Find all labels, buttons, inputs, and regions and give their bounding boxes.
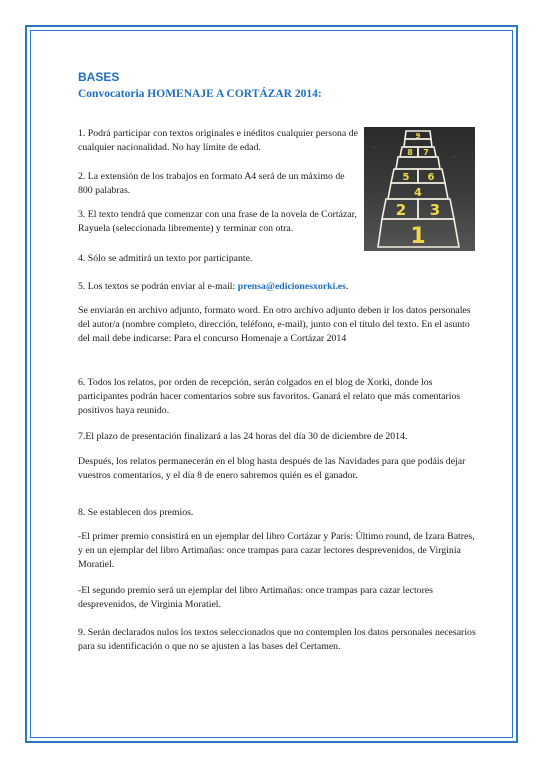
rule-7-details: Después, los relatos permanecerán en el blog hasta después de las Navidades para que podáis dejar vuestros comentarios, y el día 8 de enero sabremos quién es el ganador. — [78, 456, 466, 481]
page-title: BASES — [78, 70, 120, 84]
rule-5 — [78, 280, 478, 294]
rule-9: 9. Serán declarados nulos los textos seleccionados que no contemplen los datos personales necesarios para su identificación o que no se ajusten a las bases del Certamen. — [78, 627, 476, 652]
rule-2: 2. La extensión de los trabajos en formato A4 será de un máximo de 800 palabras. — [78, 171, 345, 196]
contest-title: Convocatoria HOMENAJE A CORTÁZAR 2014: — [78, 88, 322, 100]
svg-text:4: 4 — [414, 186, 422, 199]
svg-text:3: 3 — [429, 201, 441, 219]
rule-7: 7.El plazo de presentación finalizará a las 24 horas del día 30 de diciembre de 2014. — [78, 431, 408, 442]
hopscotch-photo-icon — [364, 127, 475, 251]
rule-5-period: . — [345, 281, 349, 292]
svg-text:9: 9 — [415, 132, 421, 140]
rule-4: 4. Sólo se admitirá un texto por participante. — [78, 253, 253, 264]
svg-text:7: 7 — [423, 148, 429, 157]
svg-text:1: 1 — [410, 224, 426, 249]
svg-text:8: 8 — [407, 148, 413, 157]
rule-8: 8. Se establecen dos premios. — [78, 507, 194, 518]
rule-5-details: Se enviarán en archivo adjunto, formato word. En otro archivo adjunto deben ir los datos personales del autor/a (nombre completo, dirección, teléfono, e-mail), junto con el título del texto. En el asunto del mail debe indicarse: Para el concurso Homenaje a Cortázar 2014 — [78, 305, 471, 344]
prize-first: -El primer premio consistirá en un ejemplar del libro Cortázar y París: Último round, de Izara Batres, y en un ejemplar del libro Artimañas: once trampas para cazar lectores desprevenidos, de Virginia Moratiel. — [78, 531, 475, 570]
prize-second: -El segundo premio será un ejemplar del libro Artimañas: once trampas para cazar lectores desprevenidos, de Virginia Moratiel. — [78, 585, 433, 610]
rule-5-text: 5. Los textos se podrán enviar al e-mail: — [78, 281, 238, 292]
svg-text:6: 6 — [427, 172, 435, 183]
svg-text:5: 5 — [402, 172, 410, 183]
rule-3: 3. El texto tendrá que comenzar con una frase de la novela de Cortázar, Rayuela (seleccionada libremente) y terminar con otra. — [78, 209, 357, 234]
email-link[interactable]: prensa@edicionesxorki.es — [237, 281, 346, 292]
rule-6: 6. Todos los relatos, por orden de recepción, serán colgados en el blog de Xorki, donde los participantes podrán hacer comentarios sobre sus favoritos. Ganará el relato que más comentarios positivos haya reunido. — [78, 377, 461, 416]
svg-text:2: 2 — [395, 201, 407, 219]
rule-1: 1. Podrá participar con textos originales e inéditos cualquier persona de cualquier nacionalidad. No hay límite de edad. — [78, 128, 358, 153]
